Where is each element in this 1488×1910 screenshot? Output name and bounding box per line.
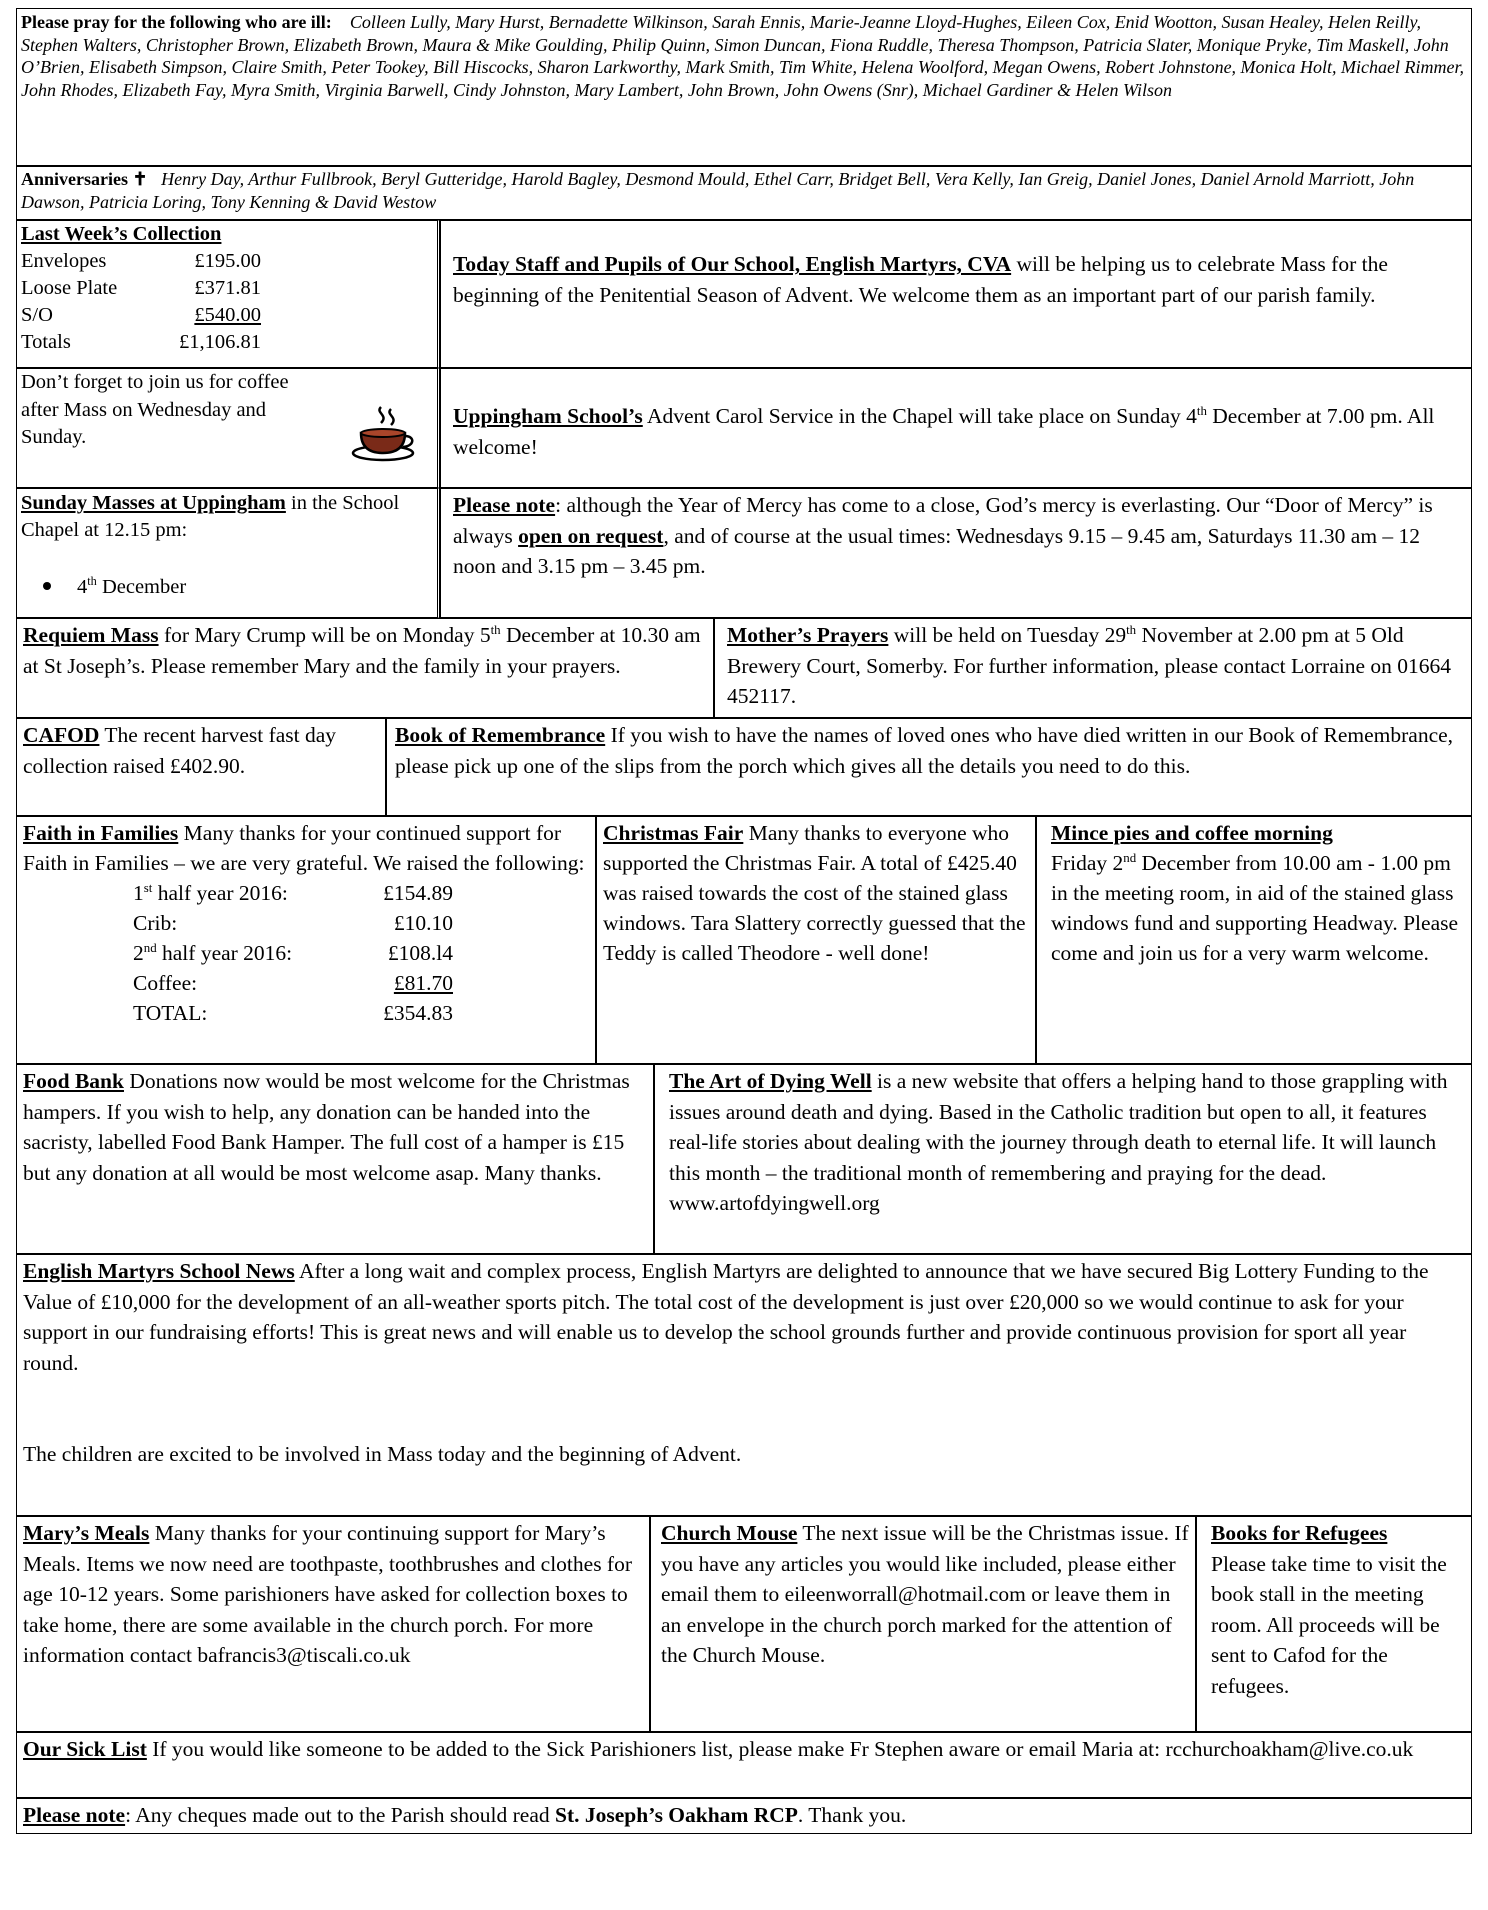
faith-in-families-text: Crib: <box>133 911 178 935</box>
collection-heading: Last Week’s Collection <box>21 223 222 245</box>
church-mouse-text: The next issue will be the Christmas issue. If you have any articles you would like included, please either email them to eileenworrall@hotmail.com or leave them in an envelope in the church porch marked for the attention of the Church Mouse. <box>661 1521 1189 1667</box>
sunday-masses-date: 4 <box>77 576 88 598</box>
collection-table <box>21 248 433 356</box>
collection-value: £540.00 <box>194 304 261 326</box>
mercy-note-times: , and of course at the usual times: Wednesdays 9.15 – 9.45 am, Saturdays 11.30 am – 12 noon and 3.15 pm – 3.45 pm. <box>453 523 1421 578</box>
cafod-box <box>16 718 386 816</box>
marys-meals-title: Mary’s Meals <box>23 1521 150 1545</box>
requiem-text-end: December at 10.30 am at St Joseph’s. Please remember Mary and the family in your prayers. <box>23 623 701 678</box>
sunday-masses-text: in the School Chapel at 12.15 pm: <box>21 492 400 541</box>
faith-in-families-sup: st <box>143 880 153 895</box>
faith-in-families-text: half year 2016: <box>156 941 293 965</box>
remembrance-title: Book of Remembrance <box>395 723 606 747</box>
food-bank-title: Food Bank <box>23 1069 124 1093</box>
faith-in-families-label <box>133 998 358 1028</box>
mercy-note-label: Please note <box>453 493 556 517</box>
bullet-icon <box>43 582 51 590</box>
coffee-text: Don’t forget to join us for coffee after Mass on Wednesday and Sunday. <box>21 371 289 448</box>
marys-meals-box <box>16 1516 650 1732</box>
school-news-title: English Martyrs School News <box>23 1259 295 1283</box>
sunday-masses-title: Sunday Masses at Uppingham <box>21 492 286 514</box>
faith-in-families-sup: nd <box>143 940 157 955</box>
faith-in-families-text: half year 2016: <box>152 881 288 905</box>
mince-pies-title: Mince pies and coffee morning <box>1051 821 1333 845</box>
art-of-dying-well-title: The Art of Dying Well <box>669 1069 872 1093</box>
faith-in-families-label <box>133 908 358 938</box>
christmas-fair-box <box>596 816 1036 1064</box>
faith-in-families-ordinal: 2 <box>133 941 144 965</box>
collection-box <box>16 220 440 368</box>
faith-in-families-value: £81.70 <box>393 971 453 995</box>
prayer-list-heading: Please pray for the following who are ill: <box>21 12 332 32</box>
christmas-fair-text: Many thanks to everyone who supported the Christmas Fair. A total of £425.40 was raised towards the cost of the stained glass windows. Tara Slattery correctly guessed that the Teddy is called Theodore - well done! <box>603 821 1026 965</box>
mothers-prayers-box <box>714 618 1472 718</box>
church-mouse-box <box>650 1516 1196 1732</box>
food-bank-box <box>16 1064 654 1254</box>
sunday-masses-month: December <box>96 576 187 598</box>
cheques-payee: St. Joseph’s Oakham RCP <box>555 1803 798 1827</box>
cheques-note-label: Please note <box>23 1803 126 1827</box>
anniversaries-heading: Anniversaries <box>21 169 128 189</box>
faith-in-families-row <box>23 968 589 998</box>
remembrance-box <box>386 718 1472 816</box>
books-for-refugees-title: Books for Refugees <box>1211 1521 1388 1545</box>
collection-label: Totals <box>21 331 71 353</box>
carol-service-text: Advent Carol Service in the Chapel will take place on Sunday 4 <box>642 404 1197 428</box>
collection-row <box>21 302 433 329</box>
mothers-prayers-text: will be held on Tuesday 29 <box>888 623 1127 647</box>
prayer-list-box <box>16 8 1472 166</box>
faith-in-families-row <box>23 908 589 938</box>
coffee-box <box>16 368 440 488</box>
books-for-refugees-box <box>1196 1516 1472 1732</box>
collection-value: £1,106.81 <box>179 331 261 353</box>
cafod-title: CAFOD <box>23 723 100 747</box>
school-news-box <box>16 1254 1472 1516</box>
mothers-prayers-sup: th <box>1126 622 1137 637</box>
mothers-prayers-title: Mother’s Prayers <box>727 623 889 647</box>
school-today-title: Today Staff and Pupils of Our School, English Martyrs, CVA <box>453 252 1012 276</box>
school-today-box <box>440 220 1472 368</box>
faith-in-families-label <box>133 878 358 908</box>
anniversaries-names: Henry Day, Arthur Fullbrook, Beryl Gutteridge, Harold Bagley, Desmond Mould, Ethel Carr, Bridget Bell, Vera Kelly, Ian Greig, Daniel Jones, Daniel Arnold Marriott, John Dawson, Patricia Loring, Tony Kenning & David Westow <box>21 169 1415 212</box>
faith-in-families-row <box>23 878 589 908</box>
mince-pies-box <box>1036 816 1472 1064</box>
carol-service-box <box>440 368 1472 488</box>
school-news-advent: The children are excited to be involved in Mass today and the beginning of Advent. <box>23 1442 742 1466</box>
faith-in-families-table <box>23 878 589 1028</box>
christmas-fair-title: Christmas Fair <box>603 821 744 845</box>
anniversaries-box <box>16 166 1472 220</box>
mercy-note-text: : although the Year of Mercy has come to a close, God’s mercy is everlasting. Our “Door of Mercy” is always <box>453 493 1433 548</box>
requiem-text: for Mary Crump will be on Monday 5 <box>158 623 491 647</box>
collection-value: £195.00 <box>194 250 261 272</box>
carol-sup: th <box>1196 403 1207 418</box>
collection-label: S/O <box>21 304 53 326</box>
sick-list-text: If you would like someone to be added to the Sick Parishioners list, please make Fr Stephen aware or email Maria at: rcchurchoakham@live.co.uk <box>146 1737 1414 1761</box>
requiem-sup: th <box>490 622 501 637</box>
art-of-dying-well-box <box>654 1064 1472 1254</box>
collection-value: £371.81 <box>194 277 261 299</box>
sick-list-title: Our Sick List <box>23 1737 147 1761</box>
sick-list-box <box>16 1732 1472 1798</box>
collection-label: Loose Plate <box>21 277 118 299</box>
cheques-note-text: : Any cheques made out to the Parish should read <box>125 1803 556 1827</box>
mercy-note-box <box>440 488 1472 618</box>
remembrance-text: If you wish to have the names of loved ones who have died written in our Book of Remembrance, please pick up one of the slips from the porch which gives all the details you need to do this. <box>395 723 1454 778</box>
marys-meals-text: Many thanks for your continuing support for Mary’s Meals. Items we now need are toothpaste, toothbrushes and clothes for age 10-12 years. Some parishioners have asked for collection boxes to take home, there are some available in the church porch. For more information contact bafrancis3@tiscali.co.uk <box>23 1521 633 1667</box>
sunday-masses-item <box>21 574 433 601</box>
books-for-refugees-text: Please take time to visit the book stall in the meeting room. All proceeds will be sent to Cafod for the refugees. <box>1211 1551 1447 1698</box>
faith-in-families-row <box>23 998 589 1028</box>
church-mouse-title: Church Mouse <box>661 1521 798 1545</box>
faith-in-families-value: £108.l4 <box>387 941 453 965</box>
faith-in-families-ordinal: 1 <box>133 881 144 905</box>
carol-service-text-end: December at 7.00 pm. All welcome! <box>453 404 1435 459</box>
cheques-note-box <box>16 1798 1472 1834</box>
faith-in-families-text: TOTAL: <box>133 1001 208 1025</box>
mince-pies-text: December from 10.00 am - 1.00 pm in the meeting room, in aid of the stained glass windows fund and supporting Headway. Please come and join us for a very warm welcome. <box>1051 851 1459 965</box>
mince-pies-sup: nd <box>1123 850 1137 865</box>
faith-in-families-label <box>133 938 358 968</box>
faith-in-families-text: Many thanks for your continued support for Faith in Families – we are very grateful. We raised the following: <box>23 821 585 875</box>
faith-in-families-box <box>16 816 596 1064</box>
collection-row <box>21 329 433 356</box>
faith-in-families-value: £354.83 <box>383 1001 453 1025</box>
carol-service-title: Uppingham School’s <box>453 404 643 428</box>
faith-in-families-value: £10.10 <box>393 911 453 935</box>
collection-row <box>21 248 433 275</box>
faith-in-families-text: Coffee: <box>133 971 198 995</box>
faith-in-families-value: £154.89 <box>383 881 453 905</box>
requiem-title: Requiem Mass <box>23 623 159 647</box>
art-of-dying-well-text: is a new website that offers a helping hand to those grappling with issues around death and dying. Based in the Catholic tradition but open to all, it features real-life stories about dealing with the journey through death to eternal life. It will launch this month – the traditional month of remembering and praying for the dead. www.artofdyingwell.org <box>669 1069 1448 1215</box>
requiem-box <box>16 618 714 718</box>
collection-row <box>21 275 433 302</box>
newsletter-page <box>16 8 1472 1902</box>
cross-icon: ✝ <box>132 169 148 189</box>
cafod-text: The recent harvest fast day collection raised £402.90. <box>23 723 337 778</box>
sunday-masses-box <box>16 488 440 618</box>
sunday-masses-sup: th <box>87 574 97 589</box>
school-today-text: will be helping us to celebrate Mass for the beginning of the Penitential Season of Advent. We welcome them as an important part of our parish family. <box>453 252 1388 307</box>
faith-in-families-row <box>23 938 589 968</box>
mercy-note-emphasis: open on request <box>518 523 664 548</box>
collection-label: Envelopes <box>21 250 107 272</box>
mince-pies-date: Friday 2 <box>1051 851 1124 875</box>
coffee-cup-icon <box>351 403 415 463</box>
faith-in-families-title: Faith in Families <box>23 821 179 845</box>
cheques-thanks: . Thank you. <box>797 1803 907 1827</box>
school-news-text: After a long wait and complex process, English Martyrs are delighted to announce that we have secured Big Lottery Funding to the Value of £10,000 for the development of an all-weather sports pitch. The total cost of the development is just over £20,000 so we would continue to ask for your support in our fundraising efforts! This is great news and will enable us to develop the school grounds further and provide continuous provision for sport all year round. <box>23 1259 1429 1375</box>
food-bank-text: Donations now would be most welcome for the Christmas hampers. If you wish to help, any donation can be handed into the sacristy, labelled Food Bank Hamper. The full cost of a hamper is £15 but any donation at all would be most welcome asap. Many thanks. <box>23 1069 630 1185</box>
mothers-prayers-text-end: November at 2.00 pm at 5 Old Brewery Court, Somerby. For further information, please contact Lorraine on 01664 452117. <box>727 623 1452 708</box>
faith-in-families-label <box>133 968 358 998</box>
prayer-list-names: Colleen Lully, Mary Hurst, Bernadette Wilkinson, Sarah Ennis, Marie-Jeanne Lloyd-Hughes, Eileen Cox, Enid Wootton, Susan Healey, Helen Reilly, Stephen Walters, Christopher Brown, Elizabeth Brown, Maura & Mike Goulding, Philip Quinn, Simon Duncan, Fiona Ruddle, Theresa Thompson, Patricia Slater, Monique Pryke, Tim Maskell, John O’Brien, Elisabeth Simpson, Claire Smith, Peter Tookey, Bill Hiscocks, Sharon Larkworthy, Mark Smith, Tim White, Helena Woolford, Megan Owens, Robert Johnstone, Monica Holt, Michael Rimmer, John Rhodes, Elizabeth Fay, Myra Smith, Virginia Barwell, Cindy Johnston, Mary Lambert, John Brown, John Owens (Snr), Michael Gardiner & Helen Wilson <box>21 12 1465 100</box>
